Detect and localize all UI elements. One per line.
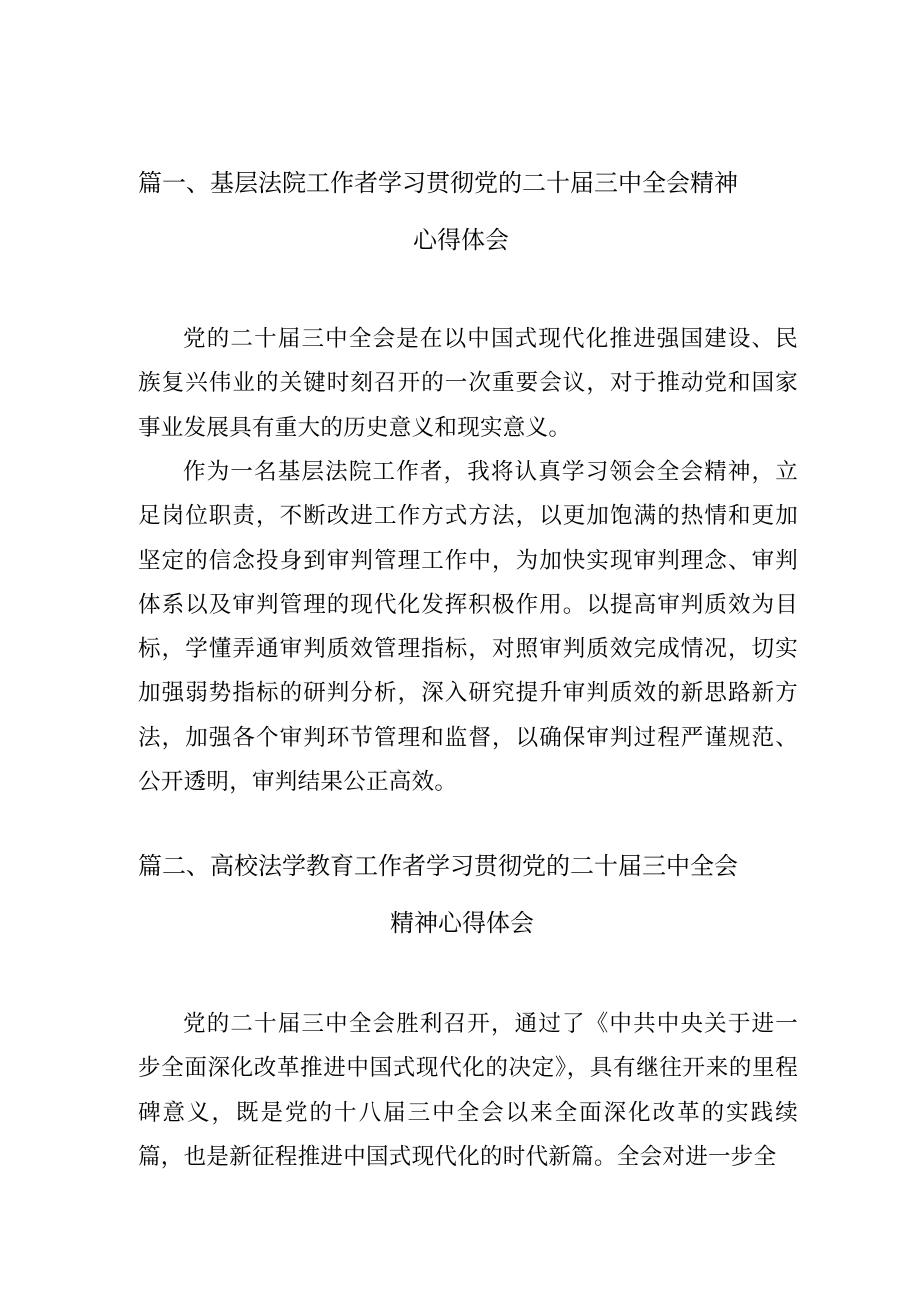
section-1-title-line-1: 篇一、基层法院工作者学习贯彻党的二十届三中全会精神 [138,169,738,197]
section-2-title-line-2: 精神心得体会 [390,909,534,937]
section-1-paragraph-1: 党的二十届三中全会是在以中国式现代化推进强国建设、民族复兴伟业的关键时刻召开的一次重要会议，对于推动党和国家事业发展具有重大的历史意义和现实意义。 [138,326,798,441]
section-2-title-line-1: 篇二、高校法学教育工作者学习贯彻党的二十届三中全会 [138,852,738,880]
section-1-paragraph-2: 作为一名基层法院工作者，我将认真学习领会全会精神，立足岗位职责，不断改进工作方式方法，以更加饱满的热情和更加坚定的信念投身到审判管理工作中，为加快实现审判理念、审判体系以及审判管理的现代化发挥积极作用。以提高审判质效为目标，学懂弄通审判质效管理指标，对照审判质效完成情况，切实加强弱势指标的研判分析，深入研究提升审判质效的新思路新方法，加强各个审判环节管理和监督，以确保审判过程严谨规范、公开透明，审判结果公正高效。 [138,459,798,796]
section-2-paragraph-1: 党的二十届三中全会胜利召开，通过了《中共中央关于进一步全面深化改革推进中国式现代化的决定》，具有继往开来的里程碑意义，既是党的十八届三中全会以来全面深化改革的实践续篇，也是新征程推进中国式现代化的时代新篇。全会对进一步全 [138,1011,798,1170]
section-1-title-line-2: 心得体会 [413,226,509,254]
